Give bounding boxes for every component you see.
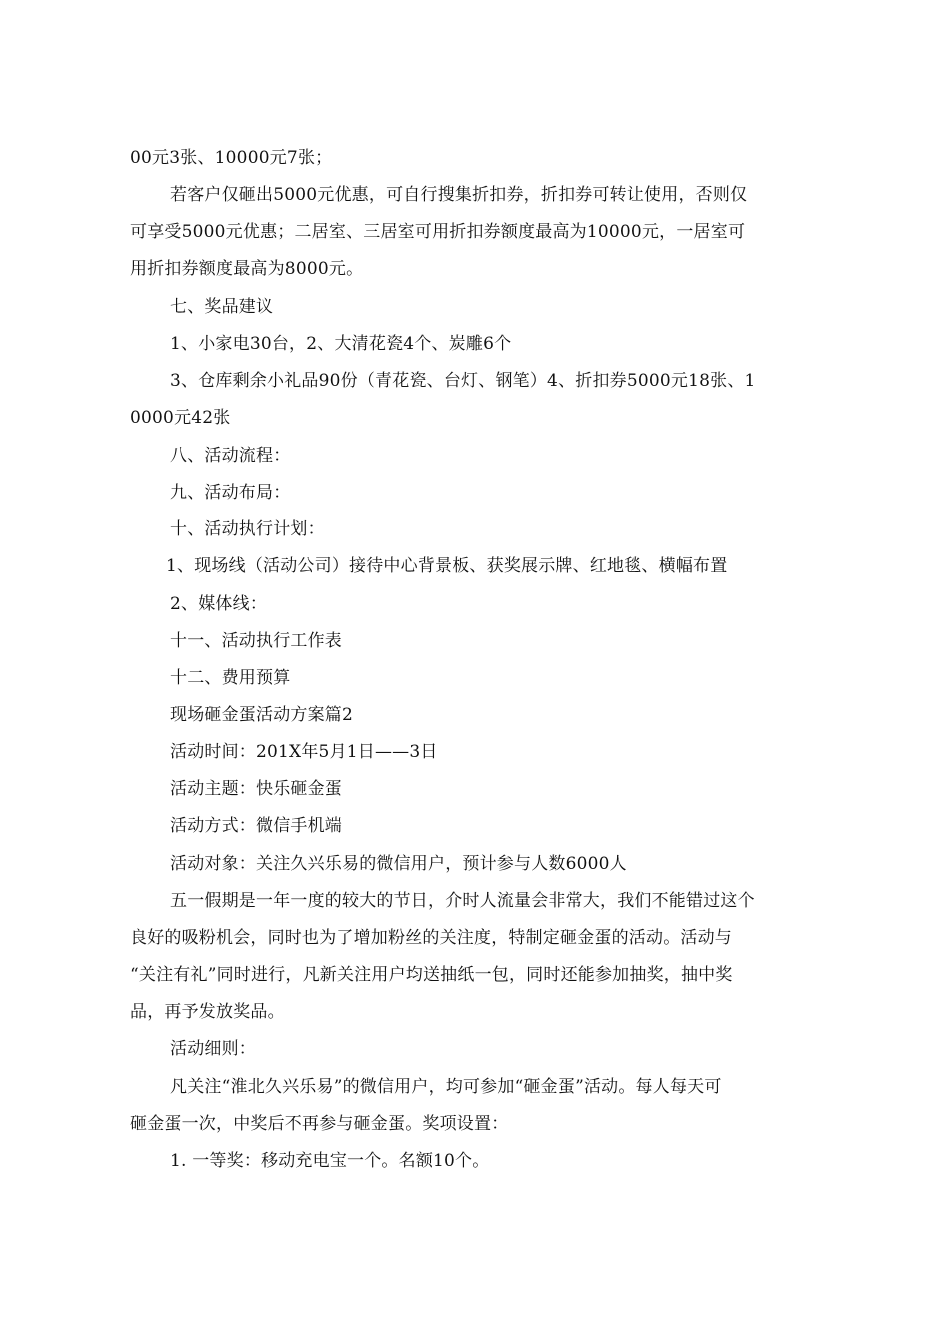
text-line: 2、媒体线：	[170, 594, 268, 614]
section-title: 现场砸金蛋活动方案篇2	[170, 705, 354, 725]
text-line: 五一假期是一年一度的较大的节日，介时人流量会非常大，我们不能错过这个	[170, 891, 755, 911]
section-heading: 十一、活动执行工作表	[170, 631, 342, 651]
text-line: 若客户仅砸出5000元优惠，可自行搜集折扣券，折扣券可转让使用，否则仅	[170, 185, 748, 205]
text-line: 用折扣券额度最高为8000元。	[130, 259, 364, 279]
text-line: 1、现场线（活动公司）接待中心背景板、获奖展示牌、红地毯、横幅布置	[166, 556, 728, 576]
section-heading: 十、活动执行计划：	[170, 519, 325, 539]
text-line: 良好的吸粉机会，同时也为了增加粉丝的关注度，特制定砸金蛋的活动。活动与	[130, 928, 732, 948]
text-line: 1. 一等奖：移动充电宝一个。名额10个。	[170, 1151, 490, 1171]
text-line: 00元3张、10000元7张；	[130, 148, 333, 168]
text-line: 砸金蛋一次，中奖后不再参与砸金蛋。奖项设置：	[130, 1114, 509, 1134]
text-line: 1、小家电30台，2、大清花瓷4个、炭雕6个	[170, 334, 512, 354]
section-heading: 十二、费用预算	[170, 668, 291, 688]
text-line: 3、仓库剩余小礼品90份（青花瓷、台灯、钢笔）4、折扣券5000元18张、1	[170, 371, 756, 391]
text-line: “关注有礼”同时进行，凡新关注用户均送抽纸一包，同时还能参加抽奖，抽中奖	[130, 965, 733, 985]
section-heading: 九、活动布局：	[170, 483, 291, 503]
text-line: 活动方式：微信手机端	[170, 816, 342, 836]
section-heading: 八、活动流程：	[170, 446, 291, 466]
text-line: 活动对象：关注久兴乐易的微信用户，预计参与人数6000人	[170, 854, 627, 874]
text-line: 活动主题：快乐砸金蛋	[170, 779, 342, 799]
text-line: 活动时间：201X年5月1日——3日	[170, 742, 438, 762]
text-line: 可享受5000元优惠；二居室、三居室可用折扣券额度最高为10000元，一居室可	[130, 222, 746, 242]
text-line: 凡关注“淮北久兴乐易”的微信用户，均可参加“砸金蛋”活动。每人每天可	[170, 1077, 722, 1097]
text-line: 0000元42张	[130, 408, 231, 428]
text-line: 活动细则：	[170, 1039, 256, 1059]
text-line: 品，再予发放奖品。	[130, 1002, 285, 1022]
section-heading: 七、奖品建议	[170, 297, 274, 317]
